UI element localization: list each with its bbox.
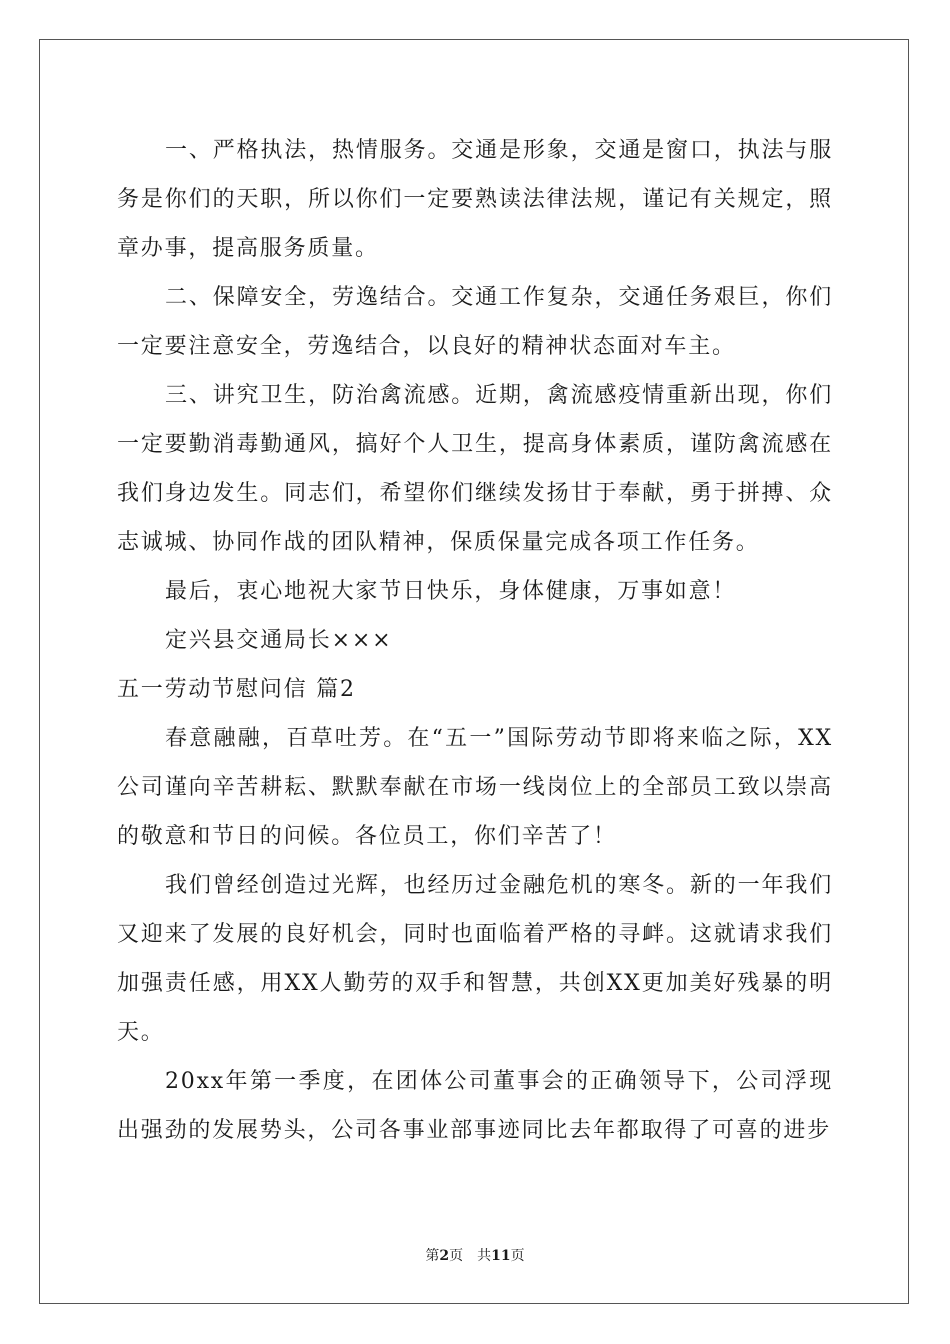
- paragraph-4: 春意融融，百草吐芳。在“五一”国际劳动节即将来临之际，XX公司谨向辛苦耕耘、默默奉献在市场一线岗位上的全部员工致以崇高的敬意和节日的问候。各位员工，你们辛苦了！: [117, 726, 833, 849]
- footer-total-prefix: 共: [477, 1248, 492, 1264]
- paragraph-5: 我们曾经创造过光辉，也经历过金融危机的寒冬。新的一年我们又迎来了发展的良好机会，同时也面临着严格的寻衅。这就请求我们加强责任感，用XX人勤劳的双手和智慧，共创XX更加美好残暴的明天。: [117, 873, 833, 1045]
- footer-total-pages: 11: [491, 1248, 511, 1264]
- paragraph-6: 20xx年第一季度，在团体公司董事会的正确领导下，公司浮现出强劲的发展势头，公司各事业部事迹同比去年都取得了可喜的进步: [117, 1069, 833, 1143]
- paragraph-closing: 最后，衷心地祝大家节日快乐，身体健康，万事如意！: [165, 579, 737, 604]
- footer-prefix: 第: [425, 1248, 440, 1264]
- footer-total-suffix: 页: [510, 1248, 525, 1264]
- footer-page-number: 2: [439, 1248, 450, 1264]
- paragraph-1: 一、严格执法，热情服务。交通是形象，交通是窗口，执法与服务是你们的天职，所以你们一定要熟读法律法规，谨记有关规定，照章办事，提高服务质量。: [117, 138, 833, 261]
- section-heading: 五一劳动节慰问信 篇2: [117, 677, 356, 702]
- paragraph-3: 三、讲究卫生，防治禽流感。近期，禽流感疫情重新出现，你们一定要勤消毒勤通风，搞好个人卫生，提高身体素质，谨防禽流感在我们身边发生。同志们，希望你们继续发扬甘于奉献，勇于拼搏、众志诚城、协同作战的团队精神，保质保量完成各项工作任务。: [117, 383, 833, 555]
- page-footer: [0, 1246, 950, 1266]
- paragraph-2: 二、保障安全，劳逸结合。交通工作复杂，交通任务艰巨，你们一定要注意安全，劳逸结合，以良好的精神状态面对车主。: [117, 285, 833, 359]
- document-body: [117, 126, 833, 1155]
- signature-line: 定兴县交通局长×××: [165, 628, 393, 653]
- footer-page-suffix: 页: [449, 1248, 464, 1264]
